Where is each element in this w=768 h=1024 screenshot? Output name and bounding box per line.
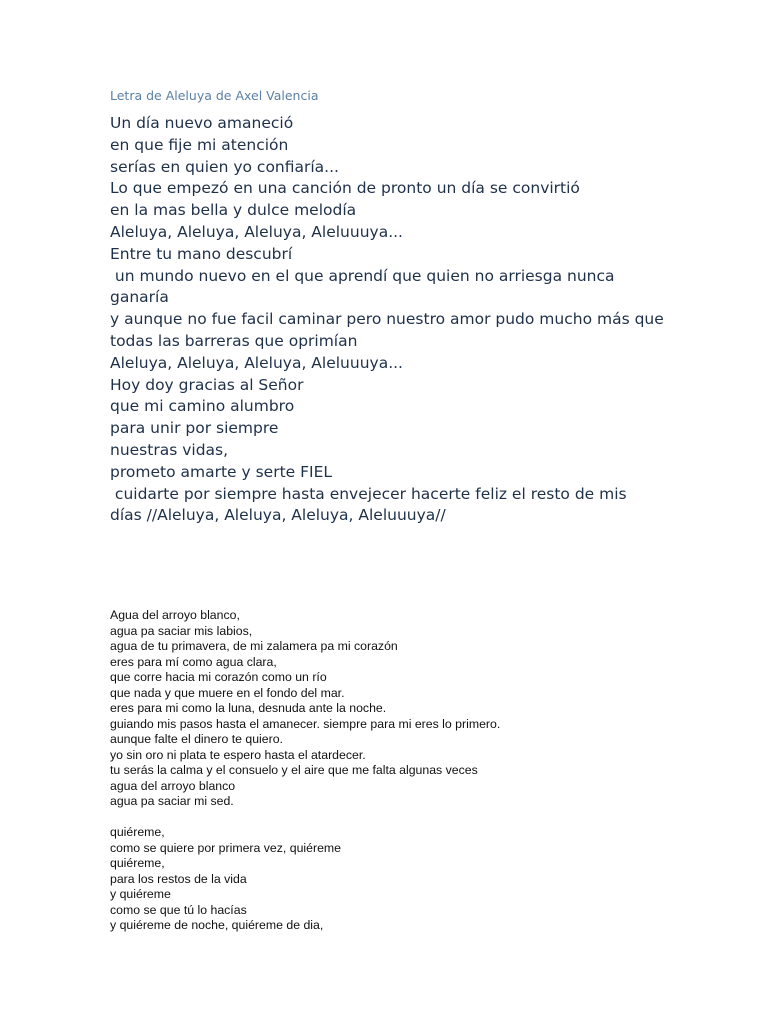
lyric-line: como se que tú lo hacías (110, 902, 247, 917)
lyric-line: para unir por siempre (110, 419, 279, 438)
lyric-line: eres para mi como la luna, desnuda ante la noche. (110, 701, 387, 715)
song-one-lyrics (110, 113, 730, 527)
lyric-line: que nada y que muere en el fondo del mar. (110, 685, 345, 700)
lyric-line: todas las barreras que oprimían (110, 331, 358, 350)
lyric-line: Hoy doy gracias al Señor (110, 375, 304, 394)
lyric-line: agua pa saciar mi sed. (110, 794, 234, 808)
lyric-line: tu serás la calma y el consuelo y el aire que me falta algunas veces (110, 763, 478, 777)
lyric-line: nuestras vidas, (110, 440, 229, 459)
lyric-line: Agua del arroyo blanco, (110, 608, 240, 622)
lyric-line: ganaría (110, 288, 169, 307)
lyric-line: agua pa saciar mis labios, (110, 623, 253, 638)
blank-line (110, 810, 730, 826)
lyric-line: días //Aleluya, Aleluya, Aleluya, Aleluuuya// (110, 506, 446, 525)
lyric-line: agua del arroyo blanco (110, 778, 236, 793)
lyric-line: en que fije mi atención (110, 135, 289, 154)
lyric-line: y quiéreme (110, 887, 171, 901)
lyric-line: en la mas bella y dulce melodía (110, 201, 357, 220)
lyric-line: Un día nuevo amaneció (110, 114, 294, 132)
lyric-line: guiando mis pasos hasta el amanecer. siempre para mi eres lo primero. (110, 716, 501, 731)
lyric-line: cuidarte por siempre hasta envejecer hacerte feliz el resto de mis (110, 484, 627, 503)
lyric-line: que mi camino alumbro (110, 397, 295, 416)
lyric-line: quiéreme, (110, 825, 165, 839)
lyric-line: aunque falte el dinero te quiero. (110, 732, 283, 746)
lyric-line: y aunque no fue facil caminar pero nuestro amor pudo mucho más que (110, 310, 664, 329)
lyric-line: y quiéreme de noche, quiéreme de dia, (110, 918, 324, 932)
lyric-line: prometo amarte y serte FIEL (110, 462, 333, 481)
lyric-line: Lo que empezó en una canción de pronto un día se convirtió (110, 179, 580, 198)
lyric-line: Aleluya, Aleluya, Aleluya, Aleluuuya... (110, 353, 403, 372)
lyric-line: como se quiere por primera vez, quiéreme (110, 840, 342, 855)
lyric-line: Aleluya, Aleluya, Aleluya, Aleluuuya... (110, 222, 403, 241)
song-two-lyrics (110, 608, 730, 934)
lyric-line: quiéreme, (110, 856, 165, 870)
lyric-line: agua de tu primavera, de mi zalamera pa mi corazón (110, 639, 398, 653)
lyric-line: eres para mí como agua clara, (110, 654, 277, 669)
lyric-line: que corre hacia mi corazón como un río (110, 670, 327, 684)
lyric-line: Entre tu mano descubrí (110, 244, 293, 263)
document-title: Letra de Aleluya de Axel Valencia (110, 88, 319, 103)
lyric-line: serías en quien yo confiaría... (110, 157, 339, 176)
lyric-line: para los restos de la vida (110, 871, 247, 886)
lyric-line: un mundo nuevo en el que aprendí que quien no arriesga nunca (110, 266, 615, 285)
lyric-line: yo sin oro ni plata te espero hasta el atardecer. (110, 747, 366, 762)
